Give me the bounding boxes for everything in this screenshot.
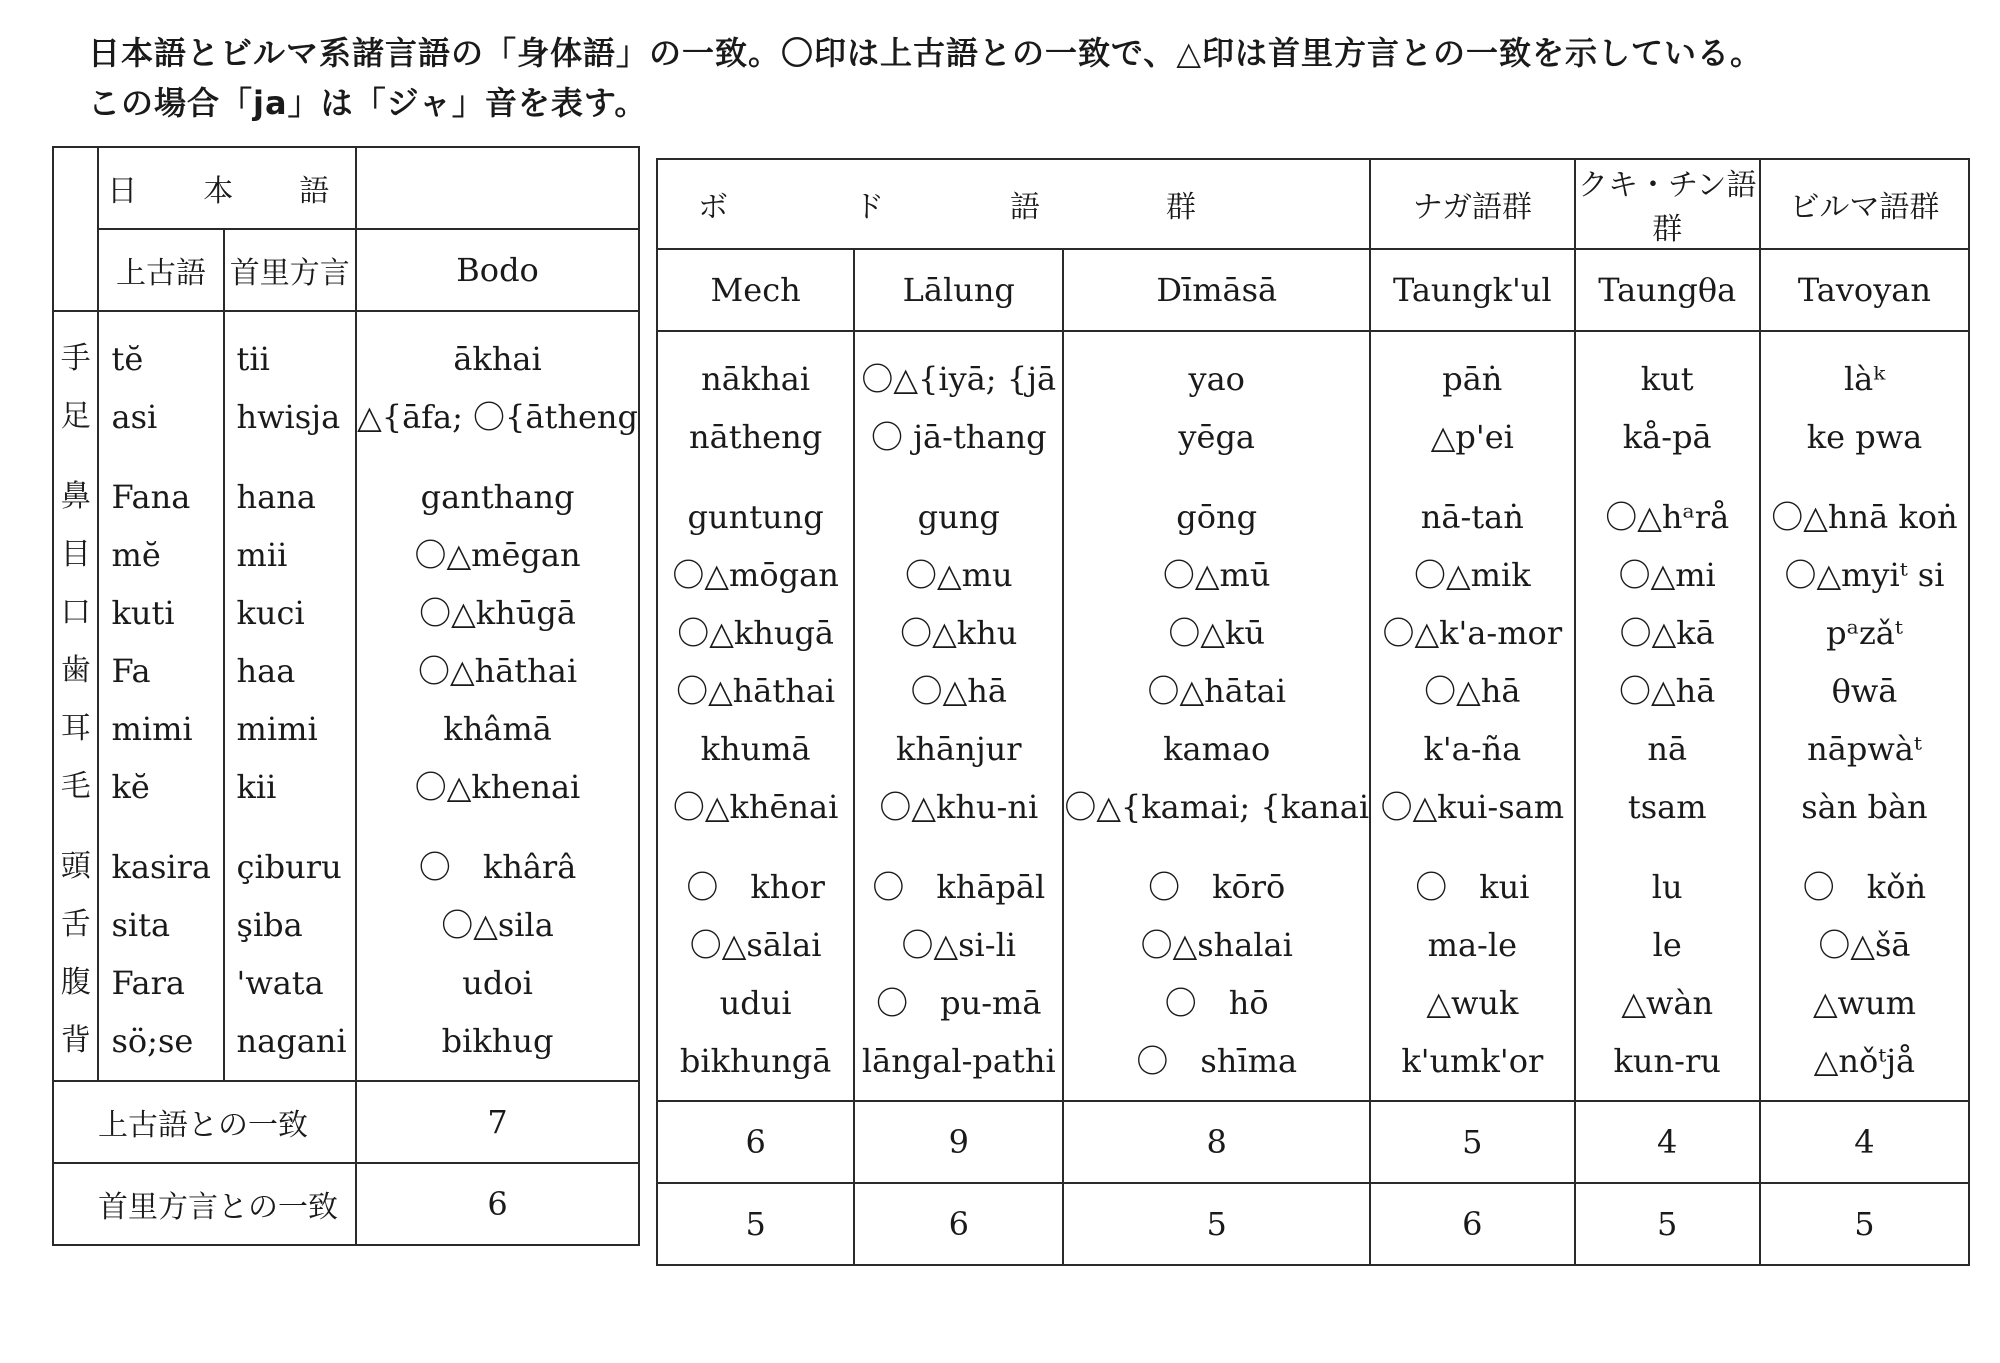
list-item: 〇△mik <box>1414 556 1531 594</box>
list-item: haa <box>236 652 296 690</box>
body-part-column <box>53 311 98 1081</box>
list-item: lu <box>1651 868 1683 906</box>
list-item: 〇 kui <box>1415 868 1530 906</box>
list-item: tsam <box>1627 788 1707 826</box>
list-item: nāpwàᵗ <box>1807 730 1922 768</box>
list-item: gung <box>917 498 1000 536</box>
list-item: sö;se <box>111 1022 194 1060</box>
list-item: 背 <box>60 1023 91 1058</box>
list-item: nagani <box>236 1022 347 1060</box>
list-item: 口 <box>60 595 91 630</box>
list-item: 〇△mi <box>1618 556 1716 594</box>
list-item: mii <box>236 536 288 574</box>
summary-jodai-lalung: 9 <box>854 1101 1063 1183</box>
list-item: 〇△khu <box>900 614 1018 652</box>
list-item: 〇△mōgan <box>672 556 839 594</box>
list-item: Fana <box>111 478 191 516</box>
list-item: 〇△{iyā; {jā <box>861 360 1057 398</box>
col-header-mech: Mech <box>657 249 854 331</box>
taungkul-column <box>1370 331 1574 1101</box>
summary-value-bodo-shuri: 6 <box>356 1163 639 1245</box>
list-item: 〇△sila <box>441 906 554 944</box>
summary-jodai-taungtha: 4 <box>1575 1101 1760 1183</box>
list-item: udoi <box>462 964 533 1002</box>
list-item: 〇△kū <box>1168 614 1266 652</box>
shuri-column <box>224 311 357 1081</box>
col-header-shuri: 首里方言 <box>224 229 357 311</box>
list-item: sita <box>111 906 171 944</box>
list-item: khâmā <box>443 710 552 748</box>
list-item: 〇△mēgan <box>414 536 581 574</box>
list-item: 〇△shalai <box>1140 926 1293 964</box>
summary-jodai-tavoyan: 4 <box>1760 1101 1969 1183</box>
summary-shuri-lalung: 6 <box>854 1183 1063 1265</box>
list-item: nā <box>1647 730 1688 768</box>
list-item: 腹 <box>60 965 91 1000</box>
bodo-column <box>356 311 639 1081</box>
list-item: hana <box>236 478 316 516</box>
list-item: △nǒᵗjå <box>1813 1042 1916 1080</box>
list-item: kun-ru <box>1613 1042 1721 1080</box>
col-header-lalung: Lālung <box>854 249 1063 331</box>
list-item: 〇△hā <box>1424 672 1521 710</box>
summary-shuri-taungkul: 6 <box>1370 1183 1574 1265</box>
list-item: tii <box>236 340 270 378</box>
col-header-dimasa: Dīmāsā <box>1063 249 1370 331</box>
caption-line-2: この場合「ja」は「ジャ」音を表す。 <box>88 84 648 122</box>
list-item: hwisja <box>236 398 341 436</box>
empty-header-cell <box>356 147 639 229</box>
list-item: 〇△si-li <box>901 926 1017 964</box>
list-item: guntung <box>687 498 824 536</box>
summary-jodai-mech: 6 <box>657 1101 854 1183</box>
list-item: khumā <box>700 730 811 768</box>
caption <box>88 28 1988 128</box>
list-item: 舌 <box>60 907 91 942</box>
list-item: 〇△hā <box>1619 672 1716 710</box>
list-item: Fa <box>111 652 151 690</box>
list-item: sàn bàn <box>1801 788 1928 826</box>
list-item: △wum <box>1812 984 1916 1022</box>
japanese-group-header: 日 本 語 <box>98 147 356 229</box>
taungtha-column <box>1575 331 1760 1101</box>
list-item: △{āfa; 〇{ātheng <box>357 398 638 436</box>
list-item: 〇 hō <box>1164 984 1269 1022</box>
summary-label-shuri: 首里方言との一致 <box>53 1163 356 1245</box>
list-item: udui <box>719 984 792 1022</box>
list-item: 〇△khēnai <box>672 788 839 826</box>
list-item: nā-taṅ <box>1420 498 1524 536</box>
list-item: 〇△k'a-mor <box>1382 614 1563 652</box>
list-item: şiba <box>236 906 303 944</box>
tavoyan-column <box>1760 331 1969 1101</box>
caption-line-1: 日本語とビルマ系諸言語の「身体語」の一致。〇印は上古語との一致で、△印は首里方言との一致を示している。 <box>88 34 1763 72</box>
lalung-column <box>854 331 1063 1101</box>
list-item: khānjur <box>896 730 1022 768</box>
list-item: gōng <box>1176 498 1258 536</box>
summary-jodai-taungkul: 5 <box>1370 1101 1574 1183</box>
summary-label-jodai: 上古語との一致 <box>53 1081 356 1163</box>
list-item: 〇 shīma <box>1136 1042 1298 1080</box>
summary-shuri-dimasa: 5 <box>1063 1183 1370 1265</box>
list-item: 〇△hāthai <box>418 652 578 690</box>
list-item: △p'ei <box>1430 418 1514 456</box>
list-item: ma-le <box>1427 926 1518 964</box>
summary-value-bodo-jodai: 7 <box>356 1081 639 1163</box>
list-item: Fara <box>111 964 185 1002</box>
list-item: 〇 jā-thang <box>870 418 1047 456</box>
col-header-bodo: Bodo <box>356 229 639 311</box>
list-item: çiburu <box>236 848 342 886</box>
list-item: kuci <box>236 594 305 632</box>
list-item: 〇△myiᵗ si <box>1784 556 1945 594</box>
list-item: 頭 <box>60 849 91 884</box>
mech-column <box>657 331 854 1101</box>
list-item: 歯 <box>60 653 91 688</box>
col-header-taungtha: Taungθa <box>1575 249 1760 331</box>
list-item: 〇△kui-sam <box>1380 788 1565 826</box>
list-item: kut <box>1640 360 1694 398</box>
right-table <box>656 158 1970 1266</box>
list-item: 'wata <box>236 964 324 1002</box>
jodai-column <box>98 311 223 1081</box>
list-item: 手 <box>60 341 91 376</box>
list-item: yēga <box>1178 418 1255 456</box>
corner-cell <box>53 147 98 311</box>
summary-shuri-taungtha: 5 <box>1575 1183 1760 1265</box>
list-item: yao <box>1188 360 1245 398</box>
list-item: kii <box>236 768 277 806</box>
dimasa-column <box>1063 331 1370 1101</box>
list-item: 〇△mū <box>1162 556 1271 594</box>
col-header-tavoyan: Tavoyan <box>1760 249 1969 331</box>
list-item: làᵏ <box>1843 360 1885 398</box>
list-item: 〇△khu-ni <box>879 788 1039 826</box>
summary-jodai-dimasa: 8 <box>1063 1101 1370 1183</box>
list-item: mĕ <box>111 536 161 574</box>
list-item: θwā <box>1831 672 1898 710</box>
group-header-bodo: ボ ド 語 群 <box>657 159 1370 249</box>
list-item: kamao <box>1163 730 1271 768</box>
list-item: 〇△hnā koṅ <box>1771 498 1958 536</box>
list-item: 〇△mu <box>904 556 1013 594</box>
list-item: lāngal-pathi <box>861 1042 1056 1080</box>
group-header-kuki-chin: クキ・チン語群 <box>1575 159 1760 249</box>
list-item: ke pwa <box>1806 418 1923 456</box>
list-item: k'a-ña <box>1423 730 1522 768</box>
list-item: 目 <box>60 537 91 572</box>
list-item: nātheng <box>689 418 823 456</box>
col-header-taungkul: Taungk'ul <box>1370 249 1574 331</box>
list-item: le <box>1652 926 1682 964</box>
list-item: bikhug <box>441 1022 554 1060</box>
list-item: ganthang <box>420 478 575 516</box>
list-item: △wuk <box>1426 984 1519 1022</box>
list-item: kå-pā <box>1622 418 1712 456</box>
list-item: pᵃzǎᵗ <box>1826 614 1903 652</box>
list-item: mimi <box>236 710 318 748</box>
list-item: 〇 kǒṅ <box>1802 868 1927 906</box>
list-item: mimi <box>111 710 193 748</box>
list-item: 〇 kōrō <box>1148 868 1286 906</box>
list-item: kĕ <box>111 768 150 806</box>
list-item: 〇 khor <box>686 868 825 906</box>
list-item: ākhai <box>453 340 542 378</box>
list-item: 耳 <box>60 711 91 746</box>
list-item: 〇△sālai <box>689 926 822 964</box>
list-item: △wàn <box>1621 984 1714 1022</box>
list-item: 〇△hāthai <box>676 672 836 710</box>
list-item: nākhai <box>701 360 811 398</box>
group-header-naga: ナガ語群 <box>1370 159 1574 249</box>
summary-shuri-tavoyan: 5 <box>1760 1183 1969 1265</box>
list-item: kasira <box>111 848 211 886</box>
col-header-jodai: 上古語 <box>98 229 223 311</box>
summary-shuri-mech: 5 <box>657 1183 854 1265</box>
list-item: 足 <box>60 399 91 434</box>
list-item: 〇△hᵃrå <box>1605 498 1730 536</box>
list-item: 〇△khenai <box>414 768 581 806</box>
list-item: asi <box>111 398 158 436</box>
list-item: 〇△khūgā <box>419 594 576 632</box>
list-item: tĕ <box>111 340 144 378</box>
list-item: 〇 khāpāl <box>872 868 1046 906</box>
list-item: 〇△kā <box>1619 614 1715 652</box>
list-item: bikhungā <box>679 1042 832 1080</box>
list-item: 〇△šā <box>1818 926 1911 964</box>
list-item: 毛 <box>60 769 91 804</box>
list-item: 〇△{kamai; {kanai <box>1064 788 1370 826</box>
list-item: pāṅ <box>1442 360 1503 398</box>
list-item: 〇 khârâ <box>418 848 577 886</box>
list-item: 〇 pu-mā <box>876 984 1042 1022</box>
group-header-burmese: ビルマ語群 <box>1760 159 1969 249</box>
list-item: 〇△hā <box>910 672 1007 710</box>
left-table <box>52 146 640 1246</box>
list-item: 〇△hātai <box>1147 672 1286 710</box>
list-item: 鼻 <box>60 479 91 514</box>
list-item: kuti <box>111 594 175 632</box>
list-item: 〇△khugā <box>677 614 835 652</box>
list-item: k'umk'or <box>1401 1042 1544 1080</box>
